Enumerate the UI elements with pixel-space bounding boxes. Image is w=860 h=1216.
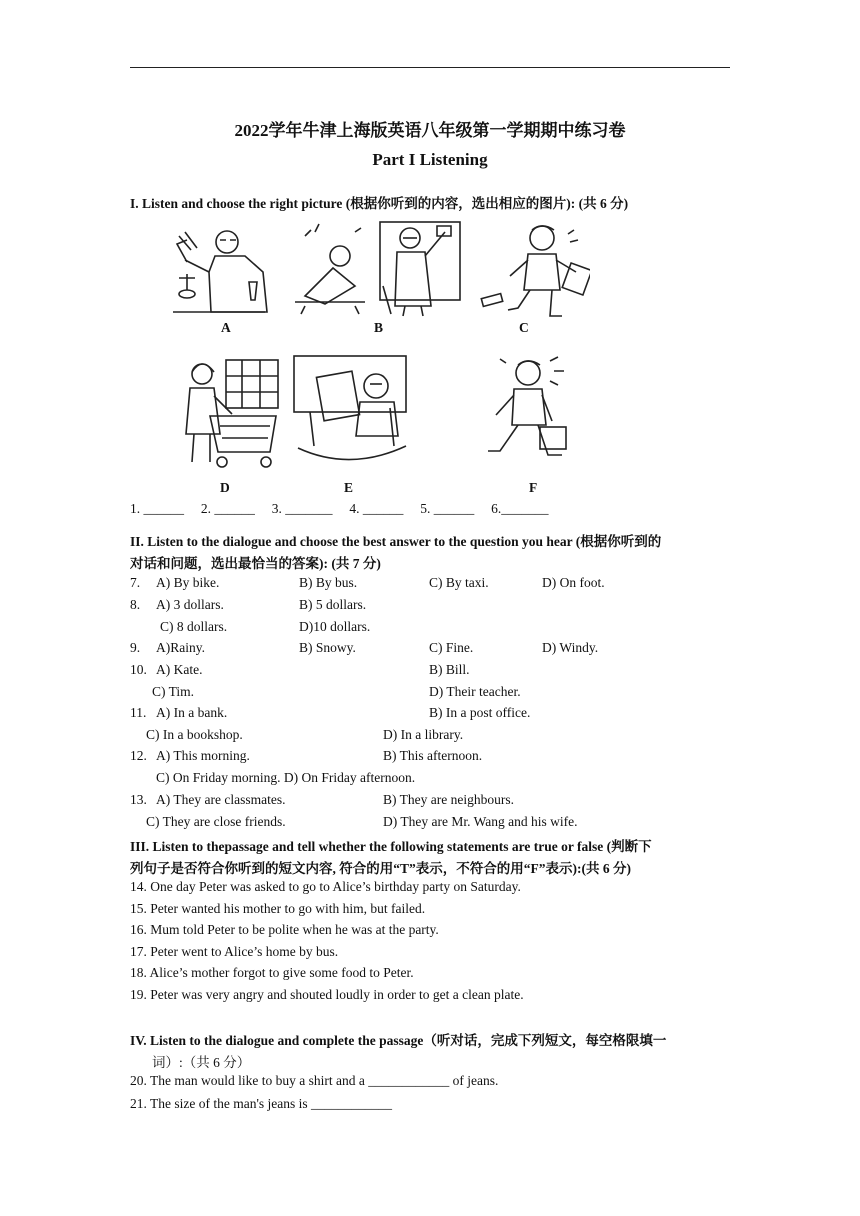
section4-heading-text: IV. Listen to the dialogue and complete the passage（听对话，完成下列短文，每空格限填一 xyxy=(130,1033,667,1048)
q9-option-b: B) Snowy. xyxy=(299,640,356,655)
q8-option-b: B) 5 dollars. xyxy=(299,597,367,612)
statement-19: 19. Peter was very angry and shouted loudly in order to get a clean plate. xyxy=(130,987,524,1002)
q10-option-a: A) Kate. xyxy=(156,662,203,677)
statement-14: 14. One day Peter was asked to go to Alice’s birthday party on Saturday. xyxy=(130,879,521,894)
picture-b-music-and-teacher xyxy=(285,216,465,318)
fill-item-20: 20. The man would like to buy a shirt and a ____________ of jeans. xyxy=(130,1073,499,1088)
picture-e-man-reading-in-rocking-chair xyxy=(290,352,410,462)
q7-option-b: B) By bus. xyxy=(299,575,358,590)
q13-option-b: B) They are neighbours. xyxy=(383,792,514,807)
q9-option-a: A)Rainy. xyxy=(156,640,205,655)
picture-label-d: D xyxy=(220,480,230,495)
picture-c-running-boy xyxy=(480,220,590,320)
section2-heading-line2: 对话和问题，选出最恰当的答案): (共 7 分) xyxy=(130,556,381,571)
q12-option-a: A) This morning. xyxy=(156,748,250,763)
statement-16: 16. Mum told Peter to be polite when he was at the party. xyxy=(130,922,439,937)
header-rule xyxy=(130,67,730,68)
section3-heading-line1: III. Listen to thepassage and tell whether the following statements are true or false (判断下 xyxy=(130,839,652,854)
section3-heading-line2: 列句子是否符合你听到的短文内容, 符合的用“T”表示，不符合的用“F”表示):(共 6 分) xyxy=(130,861,631,876)
q11-option-a: A) In a bank. xyxy=(156,705,228,720)
q11-option-d: D) In a library. xyxy=(383,727,464,742)
q13-number: 13. xyxy=(130,792,147,807)
q7-number: 7. xyxy=(130,575,141,590)
q9-option-c: C) Fine. xyxy=(429,640,474,655)
q7-option-d: D) On foot. xyxy=(542,575,605,590)
picture-label-f: F xyxy=(529,480,538,495)
section1-heading: I. Listen and choose the right picture (根据你听到的内容，选出相应的图片): (共 6 分) xyxy=(130,196,629,211)
statement-15: 15. Peter wanted his mother to go with him, but failed. xyxy=(130,901,426,916)
part-title: Part I Listening xyxy=(372,150,488,169)
q12-options-cd: C) On Friday morning. D) On Friday afternoon. xyxy=(156,770,416,785)
q10-number: 10. xyxy=(130,662,147,677)
q9-option-d: D) Windy. xyxy=(542,640,599,655)
q10-option-c: C) Tim. xyxy=(152,684,195,699)
section4-heading-line2: 词）:（共 6 分） xyxy=(152,1055,251,1070)
q12-option-b: B) This afternoon. xyxy=(383,748,483,763)
picture-a-scientist xyxy=(165,222,275,317)
q8-option-a: A) 3 dollars. xyxy=(156,597,224,612)
q11-option-c: C) In a bookshop. xyxy=(146,727,243,742)
statement-18: 18. Alice’s mother forgot to give some food to Peter. xyxy=(130,965,414,980)
q11-option-b: B) In a post office. xyxy=(429,705,531,720)
q7-option-a: A) By bike. xyxy=(156,575,220,590)
q12-number: 12. xyxy=(130,748,147,763)
q13-option-c: C) They are close friends. xyxy=(146,814,286,829)
q9-number: 9. xyxy=(130,640,141,655)
picture-label-e: E xyxy=(344,480,354,495)
statement-17: 17. Peter went to Alice’s home by bus. xyxy=(130,944,339,959)
page-title: 2022学年牛津上海版英语八年级第一学期期中练习卷 xyxy=(234,121,626,140)
section2-heading-line1: II. Listen to the dialogue and choose the best answer to the question you hear (根据你听到的 xyxy=(130,534,662,549)
q7-option-c: C) By taxi. xyxy=(429,575,489,590)
q8-number: 8. xyxy=(130,597,141,612)
q8-option-d: D)10 dollars. xyxy=(299,619,371,634)
q10-option-d: D) Their teacher. xyxy=(429,684,521,699)
picture-f-hurrying-man xyxy=(478,355,588,465)
q13-option-d: D) They are Mr. Wang and his wife. xyxy=(383,814,578,829)
picture-label-a: A xyxy=(221,320,231,335)
picture-label-c: C xyxy=(519,320,529,335)
fill-item-21: 21. The size of the man's jeans is ____________ xyxy=(130,1096,393,1111)
section4-heading-line1 xyxy=(130,1029,666,1049)
picture-d-shopping-woman xyxy=(180,356,280,471)
q8-option-c: C) 8 dollars. xyxy=(160,619,228,634)
picture-label-b: B xyxy=(374,320,384,335)
section1-answer-blanks: 1. ______ 2. ______ 3. _______ 4. ______ 5. ______ 6._______ xyxy=(130,501,549,516)
q11-number: 11. xyxy=(130,705,147,720)
q13-option-a: A) They are classmates. xyxy=(156,792,286,807)
q10-option-b: B) Bill. xyxy=(429,662,470,677)
